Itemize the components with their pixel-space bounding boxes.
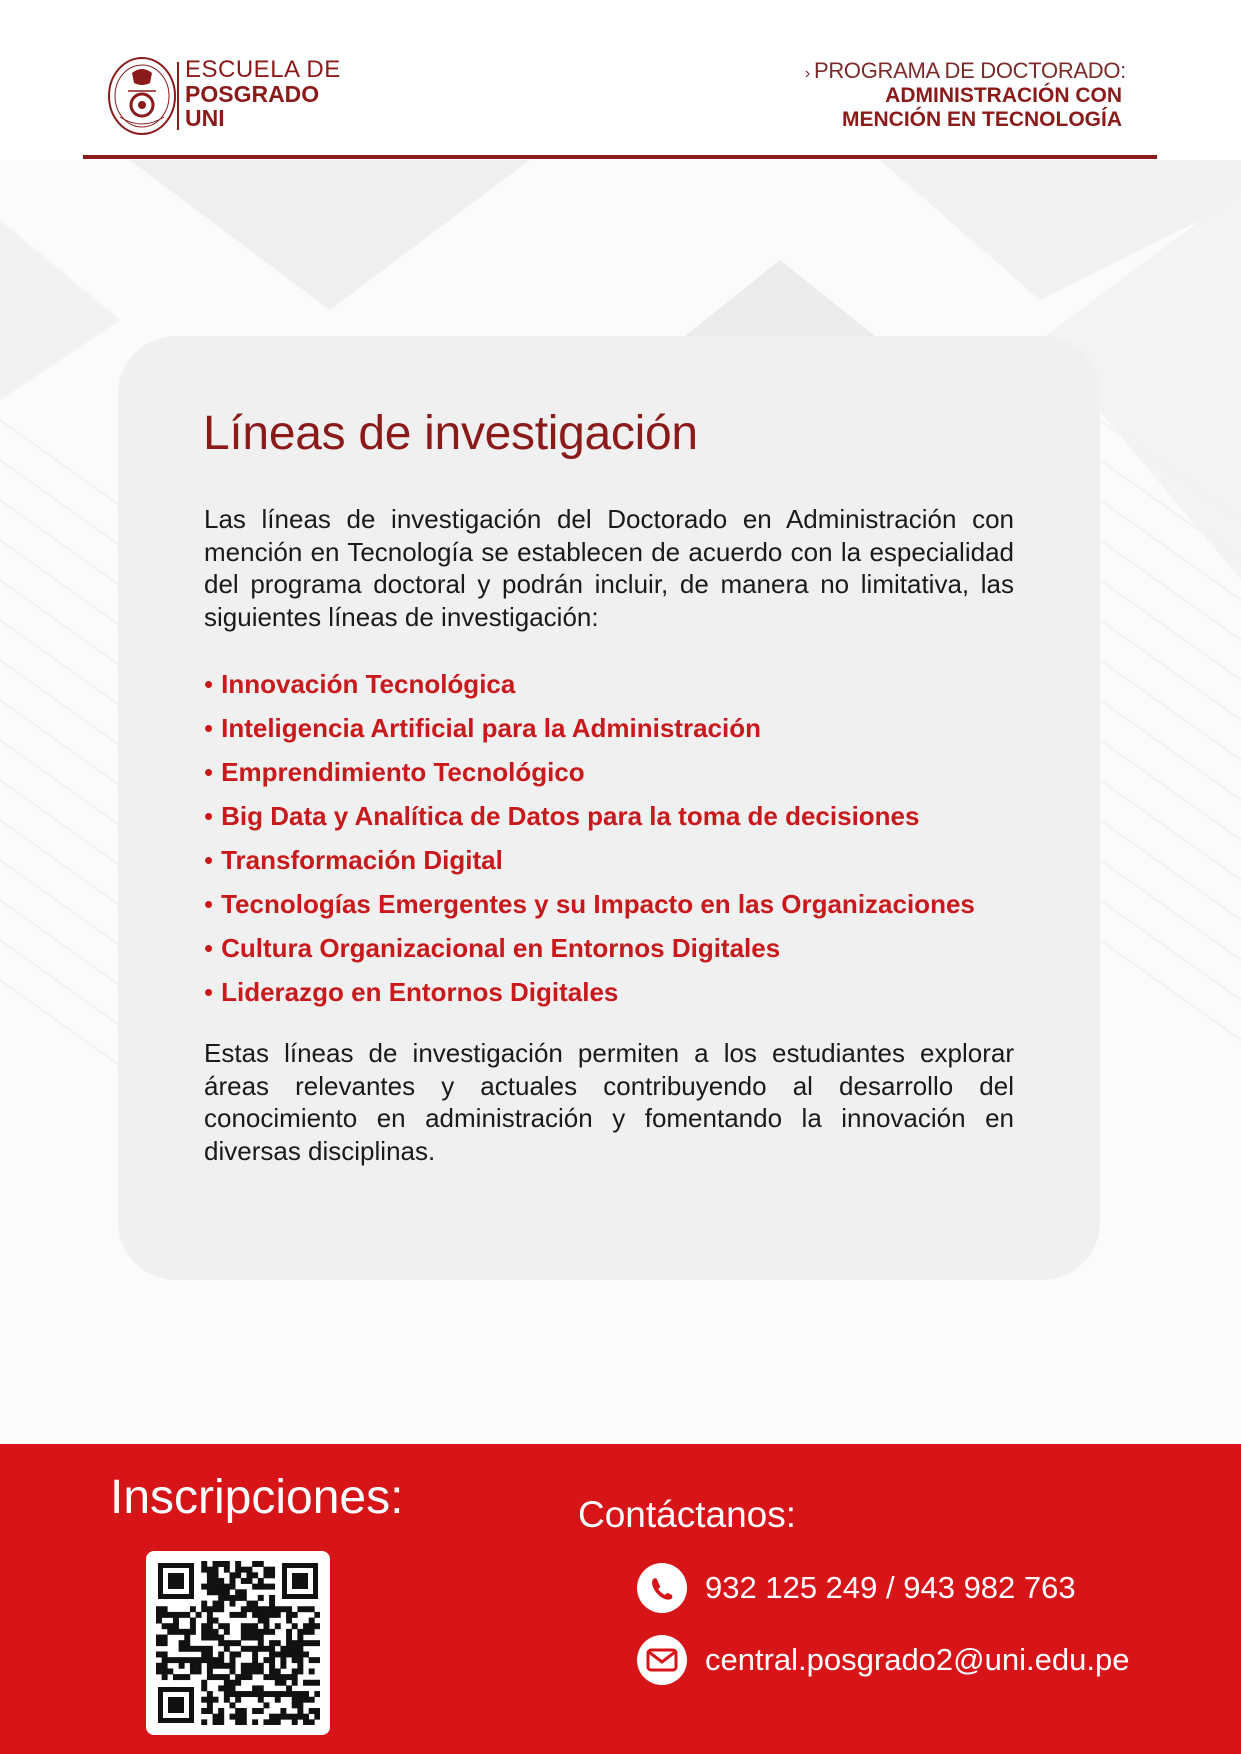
footer bbox=[0, 1444, 1241, 1754]
phone-contact[interactable] bbox=[637, 1562, 1076, 1614]
program-prefix-row bbox=[805, 58, 1126, 84]
university-seal-icon bbox=[106, 55, 178, 137]
list-item-label: Transformación Digital bbox=[221, 845, 503, 875]
qr-code[interactable] bbox=[146, 1551, 330, 1735]
list-item bbox=[204, 926, 1034, 970]
bullet: • bbox=[204, 977, 214, 1007]
school-line-2: POSGRADO bbox=[185, 81, 320, 107]
school-name bbox=[185, 58, 341, 130]
research-lines-card bbox=[118, 336, 1100, 1280]
list-item bbox=[204, 662, 1034, 706]
program-name-line-1: ADMINISTRACIÓN CON bbox=[885, 84, 1122, 107]
program-title bbox=[805, 58, 1126, 132]
list-item-label: Innovación Tecnológica bbox=[221, 669, 516, 699]
bullet: • bbox=[204, 713, 214, 743]
list-item-label: Cultura Organizacional en Entornos Digitales bbox=[221, 933, 781, 963]
header bbox=[0, 0, 1241, 160]
email-contact[interactable] bbox=[637, 1634, 1129, 1686]
bullet: • bbox=[204, 845, 214, 875]
bullet: • bbox=[204, 933, 214, 963]
list-item-label: Emprendimiento Tecnológico bbox=[221, 757, 585, 787]
list-item bbox=[204, 970, 1034, 1014]
phone-number: 932 125 249 / 943 982 763 bbox=[705, 1570, 1076, 1605]
school-line-3: UNI bbox=[185, 105, 225, 131]
email-address: central.posgrado2@uni.edu.pe bbox=[705, 1642, 1130, 1677]
list-item-label: Tecnologías Emergentes y su Impacto en las Organizaciones bbox=[221, 889, 975, 919]
list-item bbox=[204, 838, 1034, 882]
list-item-label: Inteligencia Artificial para la Administración bbox=[221, 713, 761, 743]
bullet: • bbox=[204, 889, 214, 919]
bullet: • bbox=[204, 757, 214, 787]
list-item bbox=[204, 706, 1034, 750]
header-divider bbox=[83, 155, 1157, 159]
school-line-1: ESCUELA DE bbox=[185, 56, 341, 83]
mail-icon bbox=[637, 1635, 687, 1685]
bullet: • bbox=[204, 801, 214, 831]
list-item bbox=[204, 750, 1034, 794]
card-title: Líneas de investigación bbox=[203, 407, 698, 460]
program-prefix: PROGRAMA DE DOCTORADO: bbox=[813, 58, 1126, 83]
bullet: • bbox=[204, 669, 214, 699]
contact-title: Contáctanos: bbox=[578, 1494, 797, 1535]
logo-divider bbox=[177, 62, 179, 130]
list-item-label: Liderazgo en Entornos Digitales bbox=[221, 977, 619, 1007]
list-item bbox=[204, 794, 1034, 838]
closing-paragraph: Estas líneas de investigación permiten a los estudiantes explorar áreas relevantes y actuales contribuyendo al desarrollo del conocimiento en administración y fomentando la innovación en diversas disciplinas. bbox=[204, 1038, 1014, 1166]
list-item bbox=[204, 882, 1034, 926]
intro-paragraph: Las líneas de investigación del Doctorado en Administración con mención en Tecnología se establecen de acuerdo con la especialidad del programa doctoral y podrán incluir, de manera no limitativa, las siguientes líneas de investigación: bbox=[204, 504, 1014, 632]
chevron-right-icon: › bbox=[804, 65, 810, 82]
program-name-line-2: MENCIÓN EN TECNOLOGÍA bbox=[841, 108, 1122, 131]
whatsapp-phone-icon bbox=[637, 1563, 687, 1613]
qr-code-icon bbox=[156, 1561, 320, 1725]
list-item-label: Big Data y Analítica de Datos para la toma de decisiones bbox=[221, 801, 920, 831]
research-lines-list bbox=[204, 662, 1034, 1014]
inscriptions-title: Inscripciones: bbox=[110, 1471, 404, 1524]
